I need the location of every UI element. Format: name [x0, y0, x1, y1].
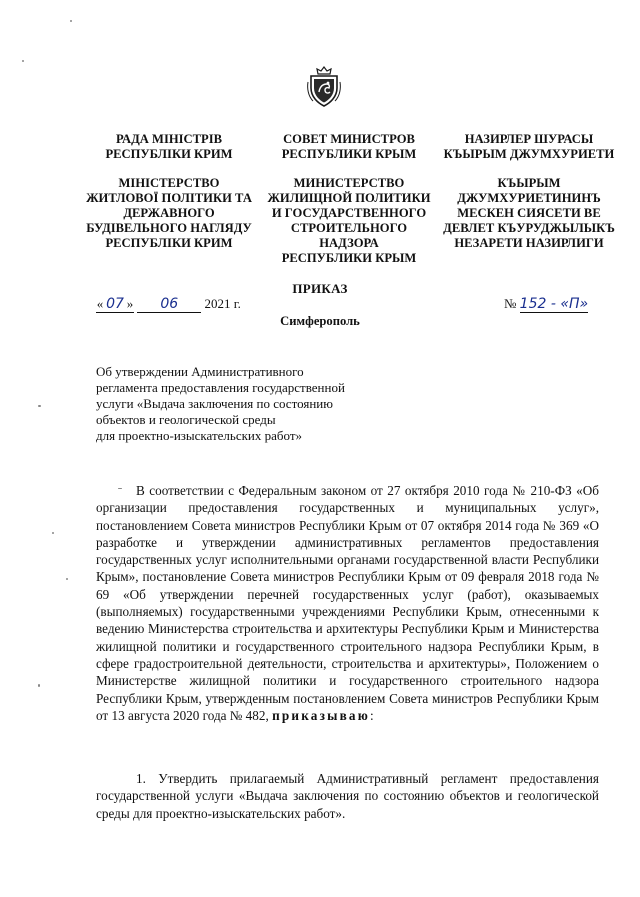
- header-center-column: [262, 132, 436, 266]
- header-left-column: [78, 132, 260, 251]
- order-verb: приказываю: [272, 707, 370, 723]
- ministry-name-uk: МІНІСТЕРСТВО ЖИТЛОВОЇ ПОЛІТИКИ ТА ДЕРЖАВНОГО БУДІВЕЛЬНОГО НАГЛЯДУ РЕСПУБЛІКИ КРИМ: [86, 176, 252, 250]
- order-date: « 07 » 06 2021 г.: [96, 296, 241, 312]
- scan-speck: [52, 532, 54, 534]
- crimea-coat-of-arms-icon: [306, 64, 342, 108]
- order-city: Симферополь: [280, 314, 360, 328]
- order-subject: Об утверждении Административного регламента предоставления государственной услуги «Выдача заключения по состоянию объектов и геологической среды для проектно-изыскательских работ»: [96, 364, 345, 443]
- government-name-ru: СОВЕТ МИНИСТРОВ РЕСПУБЛИКИ КРЫМ: [281, 132, 417, 161]
- scan-speck: [70, 20, 72, 22]
- scan-speck: [38, 684, 40, 687]
- scan-speck: [118, 488, 122, 489]
- header-right-column: [440, 132, 618, 251]
- preamble-paragraph: В соответствии с Федеральным законом от 27 октября 2010 года № 210-ФЗ «Об организации предоставления государственных и муниципальных услуг», постановлением Совета министров Республики Крым от 07 октября 2014 года № 369 «О разработке и утверждении административных регламентов предоставления государственных услуг исполнительными органами государственной власти Республики Крым», постановление Совета министров Республики Крым от 09 февраля 2018 года № 69 «Об утверждении перечней государственных услуг (работ), оказываемых (выполняемых) государственными учреждениями Республики Крым, отнесенными к ведению Министерства строительства и архитектуры Республики Крым и Министерства жилищной политики и государственного строительного надзора Республики Крым, в сфере градостроительной деятельности, строительства и архитектуры», Положением о Министерстве жилищной политики и государственного строительного надзора Республики Крым, утвержденным постановлением Совета министров Республики Крым от 13 августа 2020 года № 482, приказываю:: [96, 483, 599, 723]
- scan-speck: [22, 60, 24, 62]
- scan-speck: [38, 405, 41, 407]
- ministry-name-crh: КЪЫРЫМ ДЖУМХУРИЕТИНИНЪ МЕСКЕН СИЯСЕТИ ВЕ ДЕВЛЕТ КЪУРУДЖЫЛЫКЪ НЕЗАРЕТИ НАЗИРЛИГИ: [443, 176, 615, 250]
- document-title: ПРИКАЗ: [292, 281, 348, 296]
- order-month: 06: [137, 296, 201, 313]
- government-name-uk: РАДА МІНІСТРІВ РЕСПУБЛІКИ КРИМ: [105, 132, 233, 161]
- order-day: 07: [104, 296, 126, 313]
- order-item-1: 1. Утвердить прилагаемый Административный регламент предоставления государственной услуги «Выдача заключения по состоянию объектов и геологической среды для проектно-изыскательских работ».: [96, 771, 599, 821]
- government-name-crh: НАЗИРЛЕР ШУРАСЫ КЪЫРЫМ ДЖУМХУРИЕТИ: [443, 132, 615, 161]
- ministry-name-ru: МИНИСТЕРСТВО ЖИЛИЩНОЙ ПОЛИТИКИ И ГОСУДАРСТВЕННОГО СТРОИТЕЛЬНОГО НАДЗОРА РЕСПУБЛИКИ КРЫМ: [267, 176, 431, 265]
- order-year: 2021 г.: [204, 296, 241, 311]
- order-number-value: 152 - «П»: [519, 296, 589, 312]
- scan-speck: [66, 578, 68, 580]
- order-number: № 152 - «П»: [504, 296, 589, 312]
